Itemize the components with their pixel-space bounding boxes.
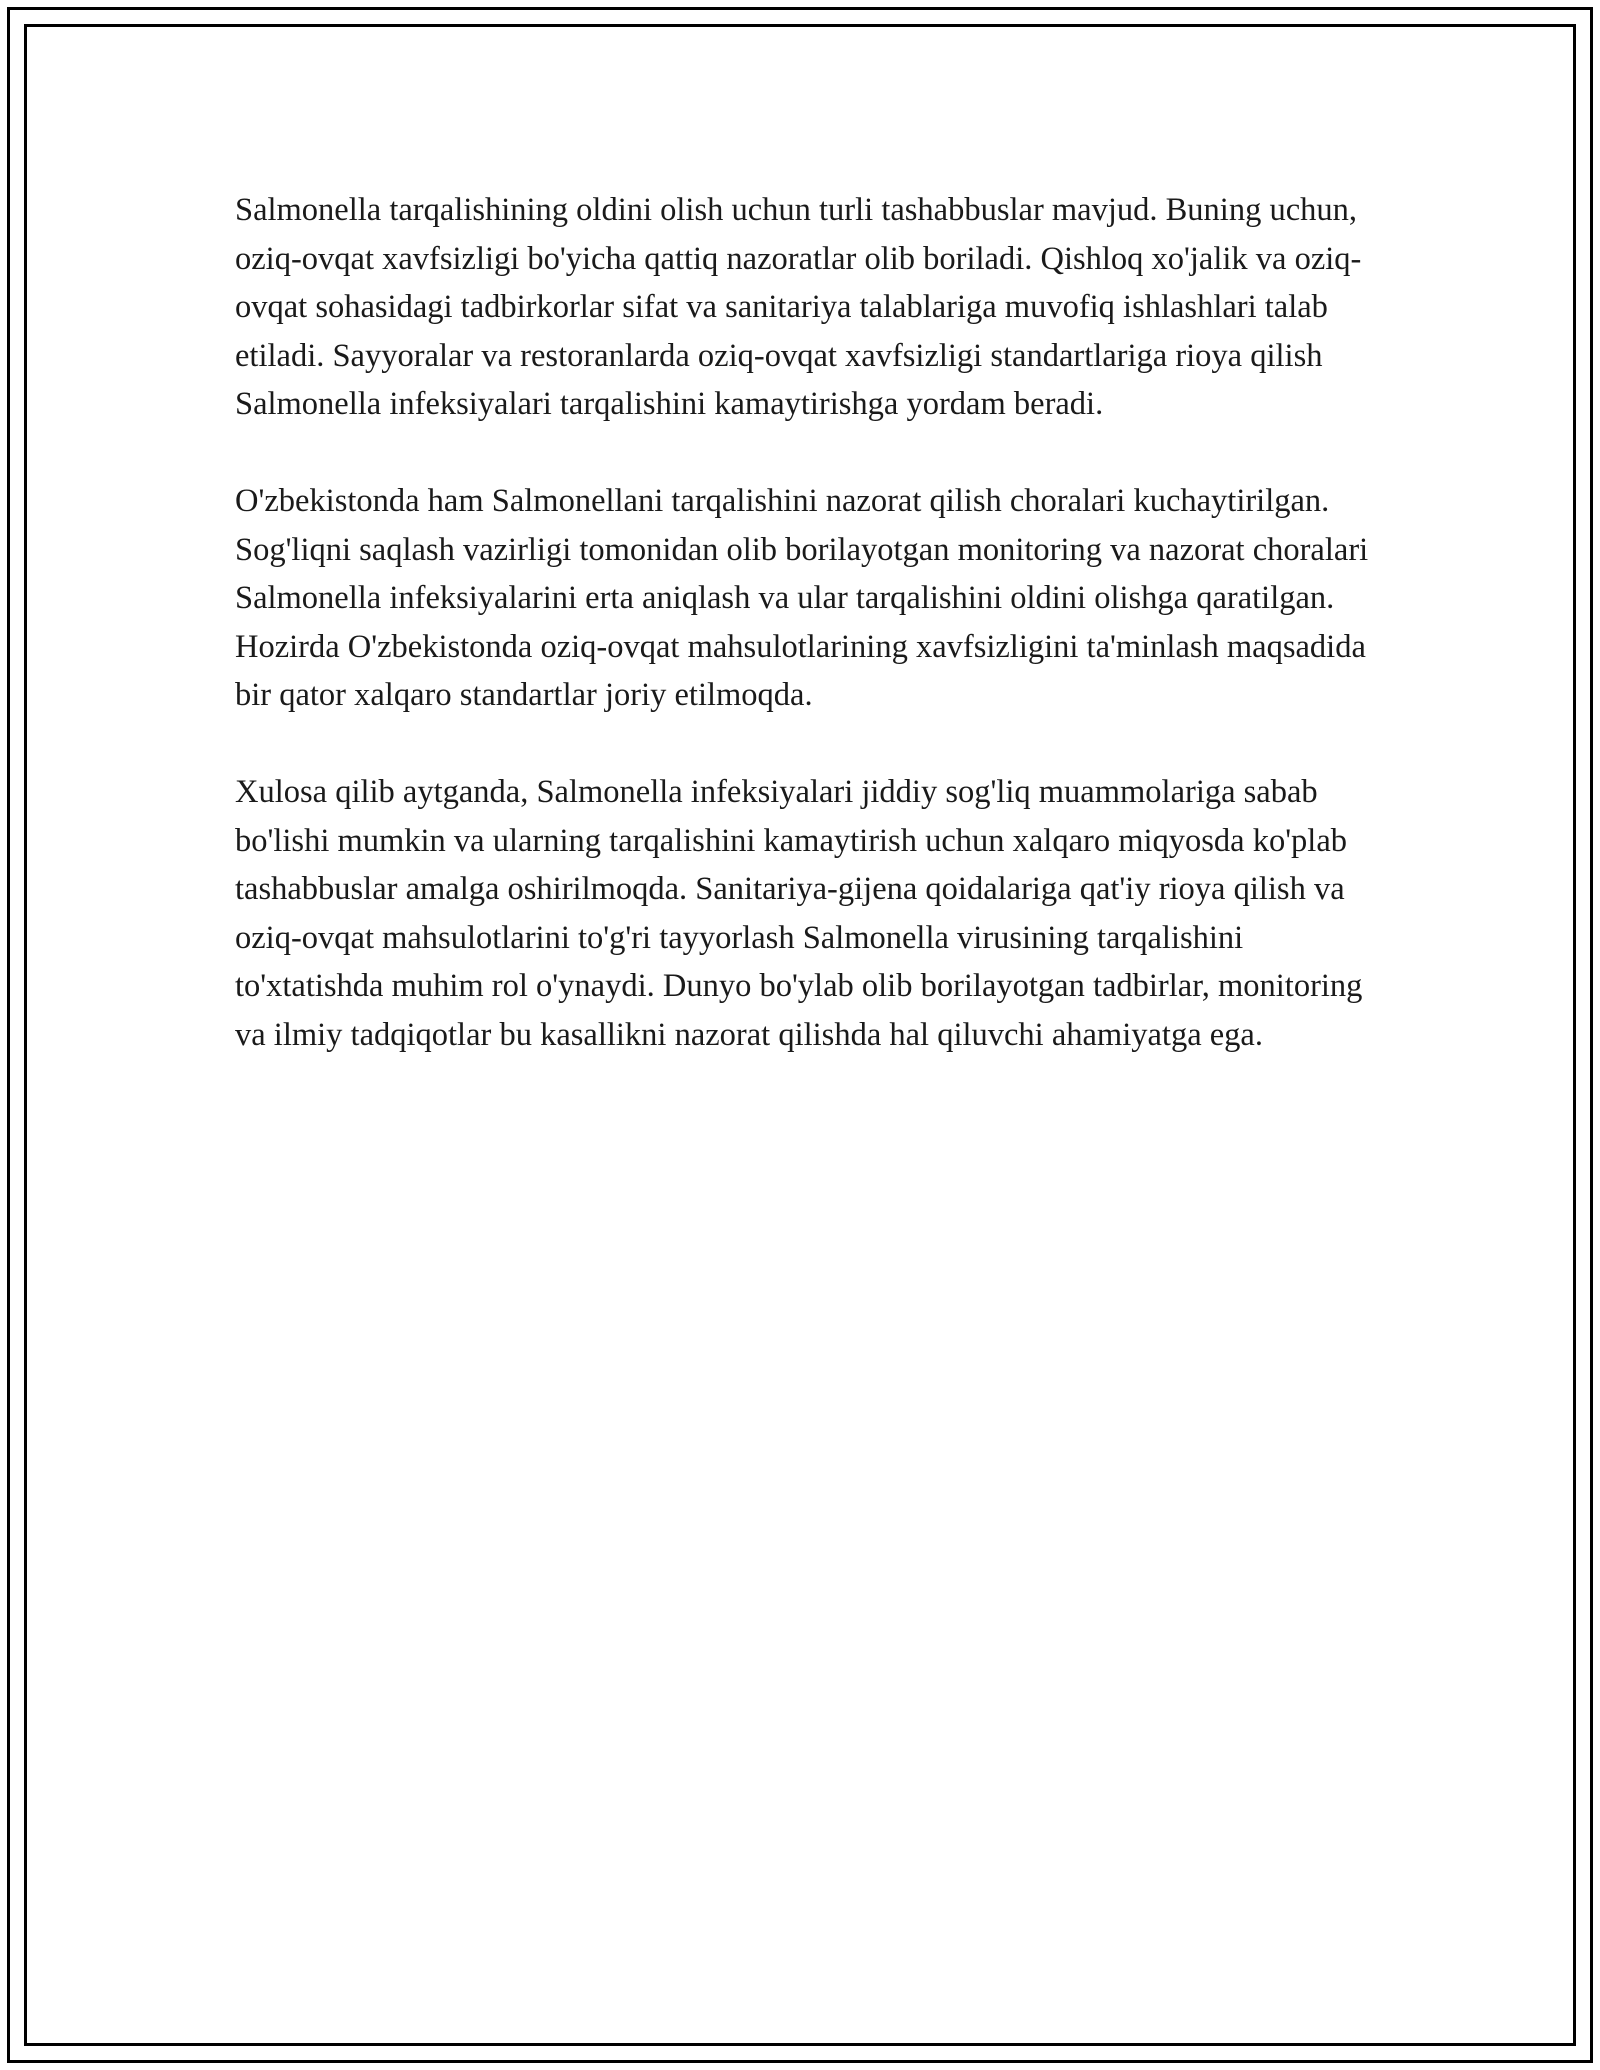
paragraph-conclusion: Xulosa qilib aytganda, Salmonella infeksiyalari jiddiy sog'liq muammolariga sabab bo'lishi mumkin va ularning tarqalishini kamaytirish uchun xalqaro miqyosda ko'plab tashabbuslar amalga oshirilmoqda. Sanitariya-gijena qoidalariga qat'iy rioya qilish va oziq-ovqat mahsulotlarini to'g'ri tayyorlash Salmonella virusining tarqalishini to'xtatishda muhim rol o'ynaydi. Dunyo bo'ylab olib borilayotgan tadbirlar, monitoring va ilmiy tadqiqotlar bu kasallikni nazorat qilishda hal qiluvchi ahamiyatga ega. xyxy=(235,774,1363,1053)
paragraph-prevention: Salmonella tarqalishining oldini olish uchun turli tashabbuslar mavjud. Buning uchun, oziq-ovqat xavfsizligi bo'yicha qattiq nazoratlar olib boriladi. Qishloq xo'jalik va oziq-ovqat sohasidagi tadbirkorlar sifat va sanitariya talablariga muvofiq ishlashlari talab etiladi. Sayyoralar va restoranlarda oziq-ovqat xavfsizligi standartlariga rioya qilish Salmonella infeksiyalari tarqalishini kamaytirishga yordam beradi. xyxy=(235,192,1362,422)
paragraph-uzbekistan: O'zbekistonda ham Salmonellani tarqalishini nazorat qilish choralari kuchaytirilgan. Sog'liqni saqlash vazirligi tomonidan olib borilayotgan monitoring va nazorat choralari Salmonella infeksiyalarini erta aniqlash va ular tarqalishini oldini olishga qaratilgan. Hozirda O'zbekistonda oziq-ovqat mahsulotlarining xavfsizligini ta'minlash maqsadida bir qator xalqaro standartlar joriy etilmoqda. xyxy=(235,483,1369,713)
document-body xyxy=(235,186,1395,1108)
